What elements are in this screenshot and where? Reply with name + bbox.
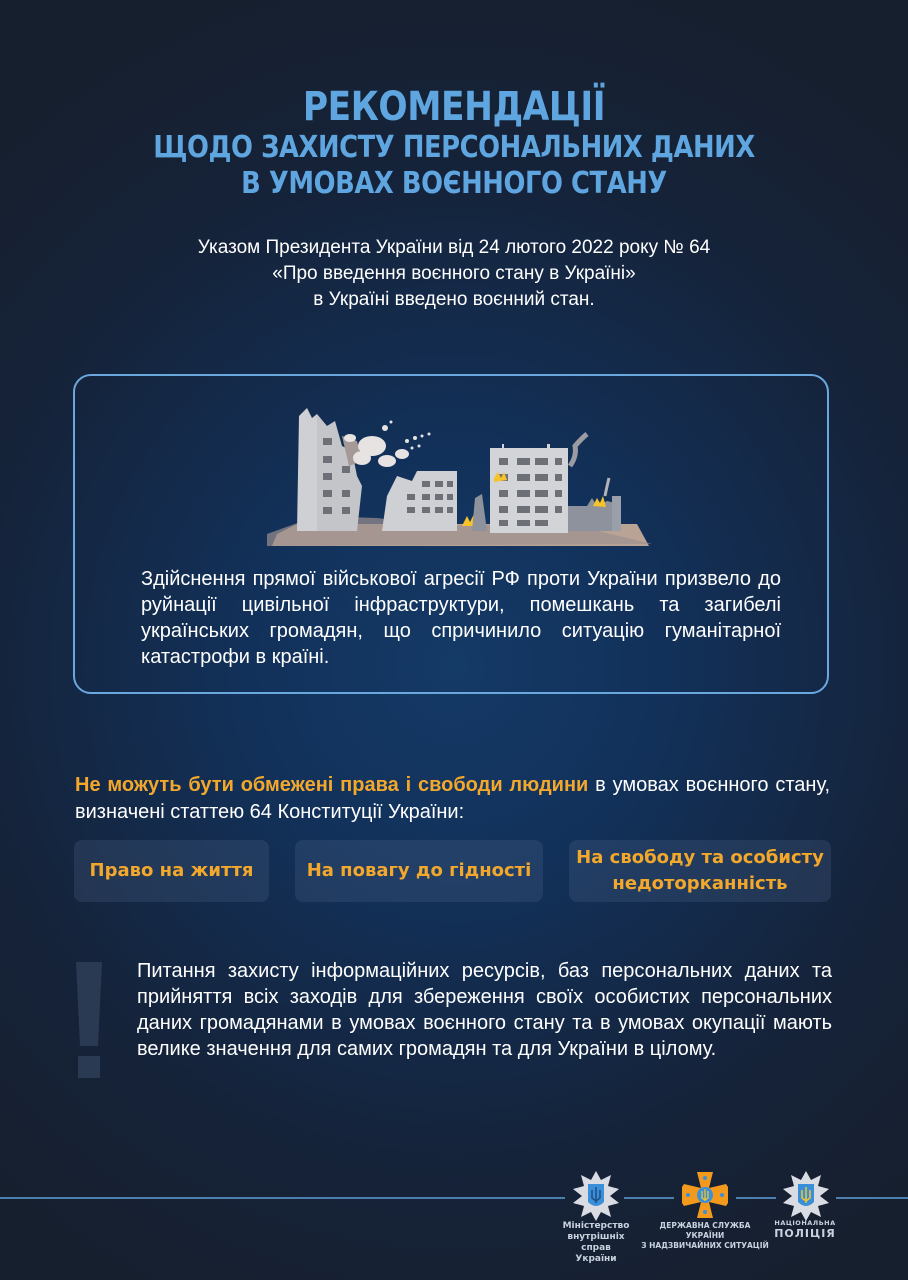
police-caption-line-2: ПОЛІЦІЯ xyxy=(774,1227,836,1240)
dsns-caption-line-1: ДЕРЖАВНА СЛУЖБА УКРАЇНИ xyxy=(659,1221,751,1240)
police-emblem-icon xyxy=(782,1170,830,1222)
right-to-freedom-line-2: недоторканність xyxy=(612,873,788,894)
data-protection-note: Питання захисту інформаційних ресурсів, баз персональних даних та прийняття всіх заходів для збереження своїх особистих персональних даних громадянами в умовах воєнного стану та в умовах окупації мають велике значення для самих громадян та для України в цілому. xyxy=(137,960,832,1060)
aggression-card xyxy=(73,374,829,694)
rights-intro xyxy=(75,772,830,826)
right-to-dignity-label: На повагу до гідності xyxy=(306,860,532,881)
police-caption xyxy=(770,1219,840,1240)
title-line-3: В УМОВАХ ВОЄННОГО СТАНУ xyxy=(241,166,667,201)
mvs-caption-line-3: України xyxy=(575,1254,617,1264)
mvs-caption xyxy=(556,1221,636,1265)
right-to-freedom-chip xyxy=(569,840,831,902)
police-caption-line-1: НАЦІОНАЛЬНА xyxy=(774,1219,836,1227)
destroyed-buildings-illustration xyxy=(257,406,657,551)
footer-divider-mid1 xyxy=(624,1197,674,1199)
decree-line-1: Указом Президента України від 24 лютого 2022 року № 64 xyxy=(197,237,711,258)
decree-line-3: в Україні введено воєнний стан. xyxy=(313,289,595,310)
rights-highlight: Не можуть бути обмежені права і свободи людини xyxy=(75,774,589,796)
decree-text xyxy=(0,235,908,313)
title-line-1: РЕКОМЕНДАЦІЇ xyxy=(302,84,606,130)
title-line-2: ЩОДО ЗАХИСТУ ПЕРСОНАЛЬНИХ ДАНИХ xyxy=(153,130,755,165)
footer-divider-left xyxy=(0,1197,565,1199)
mvs-emblem-icon xyxy=(572,1170,620,1222)
dsns-caption xyxy=(640,1221,770,1251)
right-to-dignity-chip xyxy=(295,840,543,902)
right-to-freedom-line-1: На свободу та особисту xyxy=(576,847,824,868)
mvs-caption-line-2: внутрішніх справ xyxy=(567,1232,625,1253)
aggression-text: Здійснення прямої військової агресії РФ проти України призвело до руйнації цивільної інфраструктури, помешкань та загибелі українських громадян, що спричинило ситуацію гуманітарної катастрофи в країні. xyxy=(141,568,781,668)
exclamation-icon xyxy=(72,958,106,1083)
right-to-life-chip xyxy=(74,840,269,902)
dsns-caption-line-2: З НАДЗВИЧАЙНИХ СИТУАЦІЙ xyxy=(641,1241,769,1250)
footer-divider-right xyxy=(836,1197,908,1199)
decree-line-2: «Про введення воєнного стану в Україні» xyxy=(272,263,636,284)
rights-rest: в умовах воєнного стану, визначені статтею 64 Конституції України: xyxy=(75,774,830,823)
dsns-cross-icon xyxy=(680,1170,730,1220)
right-to-life-label: Право на життя xyxy=(89,860,254,881)
page-title xyxy=(0,84,908,202)
mvs-caption-line-1: Міністерство xyxy=(562,1221,630,1231)
footer-divider-mid2 xyxy=(736,1197,776,1199)
